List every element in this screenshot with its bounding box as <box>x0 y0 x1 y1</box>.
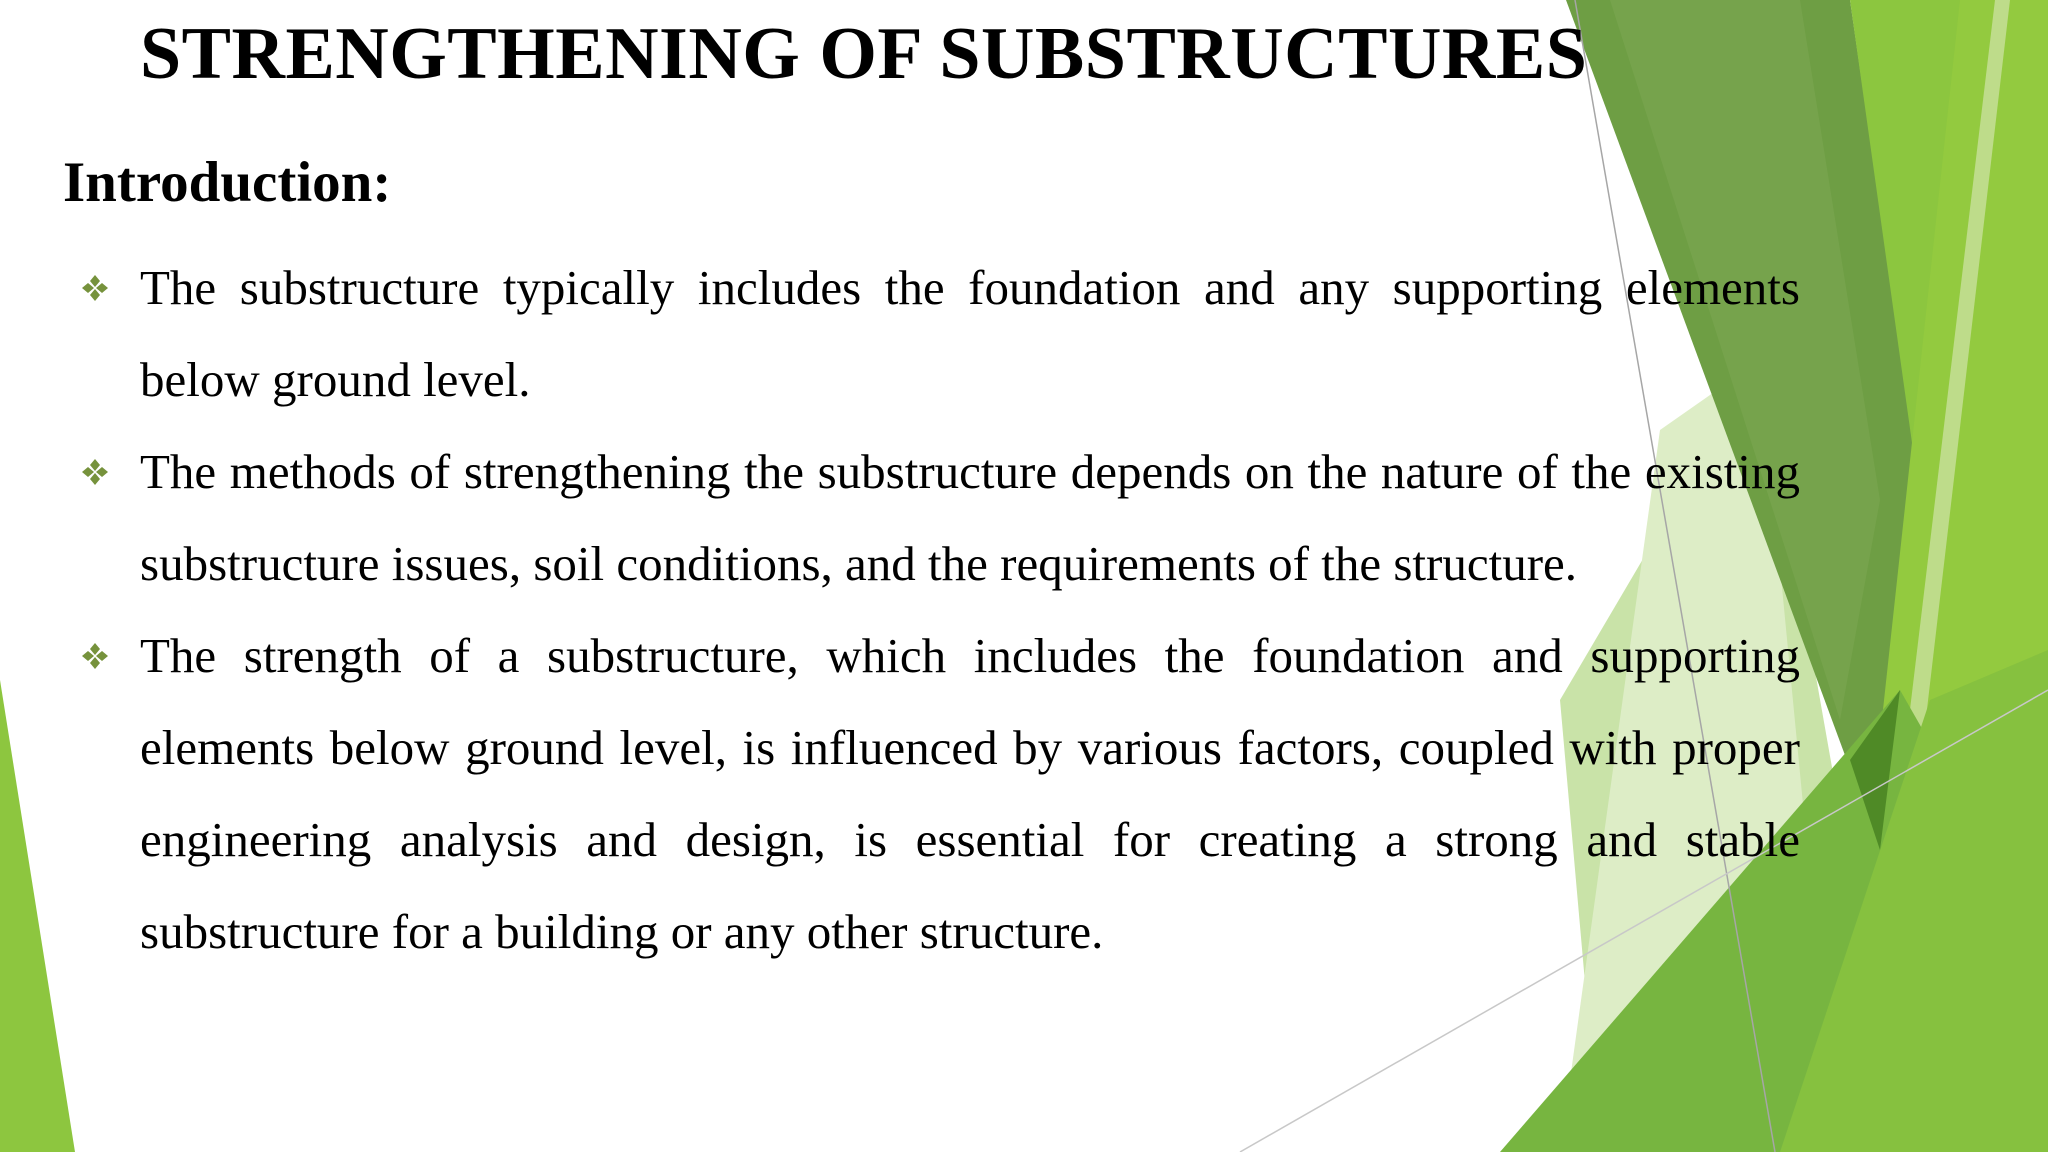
bullet-text: The strength of a substructure, which includes the foundation and supporting elements below ground level, is influenced by various factors, coupled with proper engineering analysis and design, is essential for creating a strong and stable substructure for a building or any other structure. <box>140 628 1800 959</box>
bullet-item <box>80 242 1800 426</box>
bullet-text: The substructure typically includes the foundation and any supporting elements below ground level. <box>140 260 1800 407</box>
four-diamond-bullet-icon <box>80 641 110 671</box>
bullet-item <box>80 610 1800 978</box>
bullet-text: The methods of strengthening the substructure depends on the nature of the existing substructure issues, soil conditions, and the requirements of the structure. <box>140 444 1800 591</box>
bullet-item <box>80 426 1800 610</box>
section-heading: Introduction: <box>63 151 392 214</box>
left-green-shard <box>0 680 75 1152</box>
bullet-list <box>80 242 1800 978</box>
four-diamond-bullet-icon <box>80 457 110 487</box>
slide-title: STRENGTHENING OF SUBSTRUCTURES <box>140 13 1588 95</box>
four-diamond-bullet-icon <box>80 273 110 303</box>
